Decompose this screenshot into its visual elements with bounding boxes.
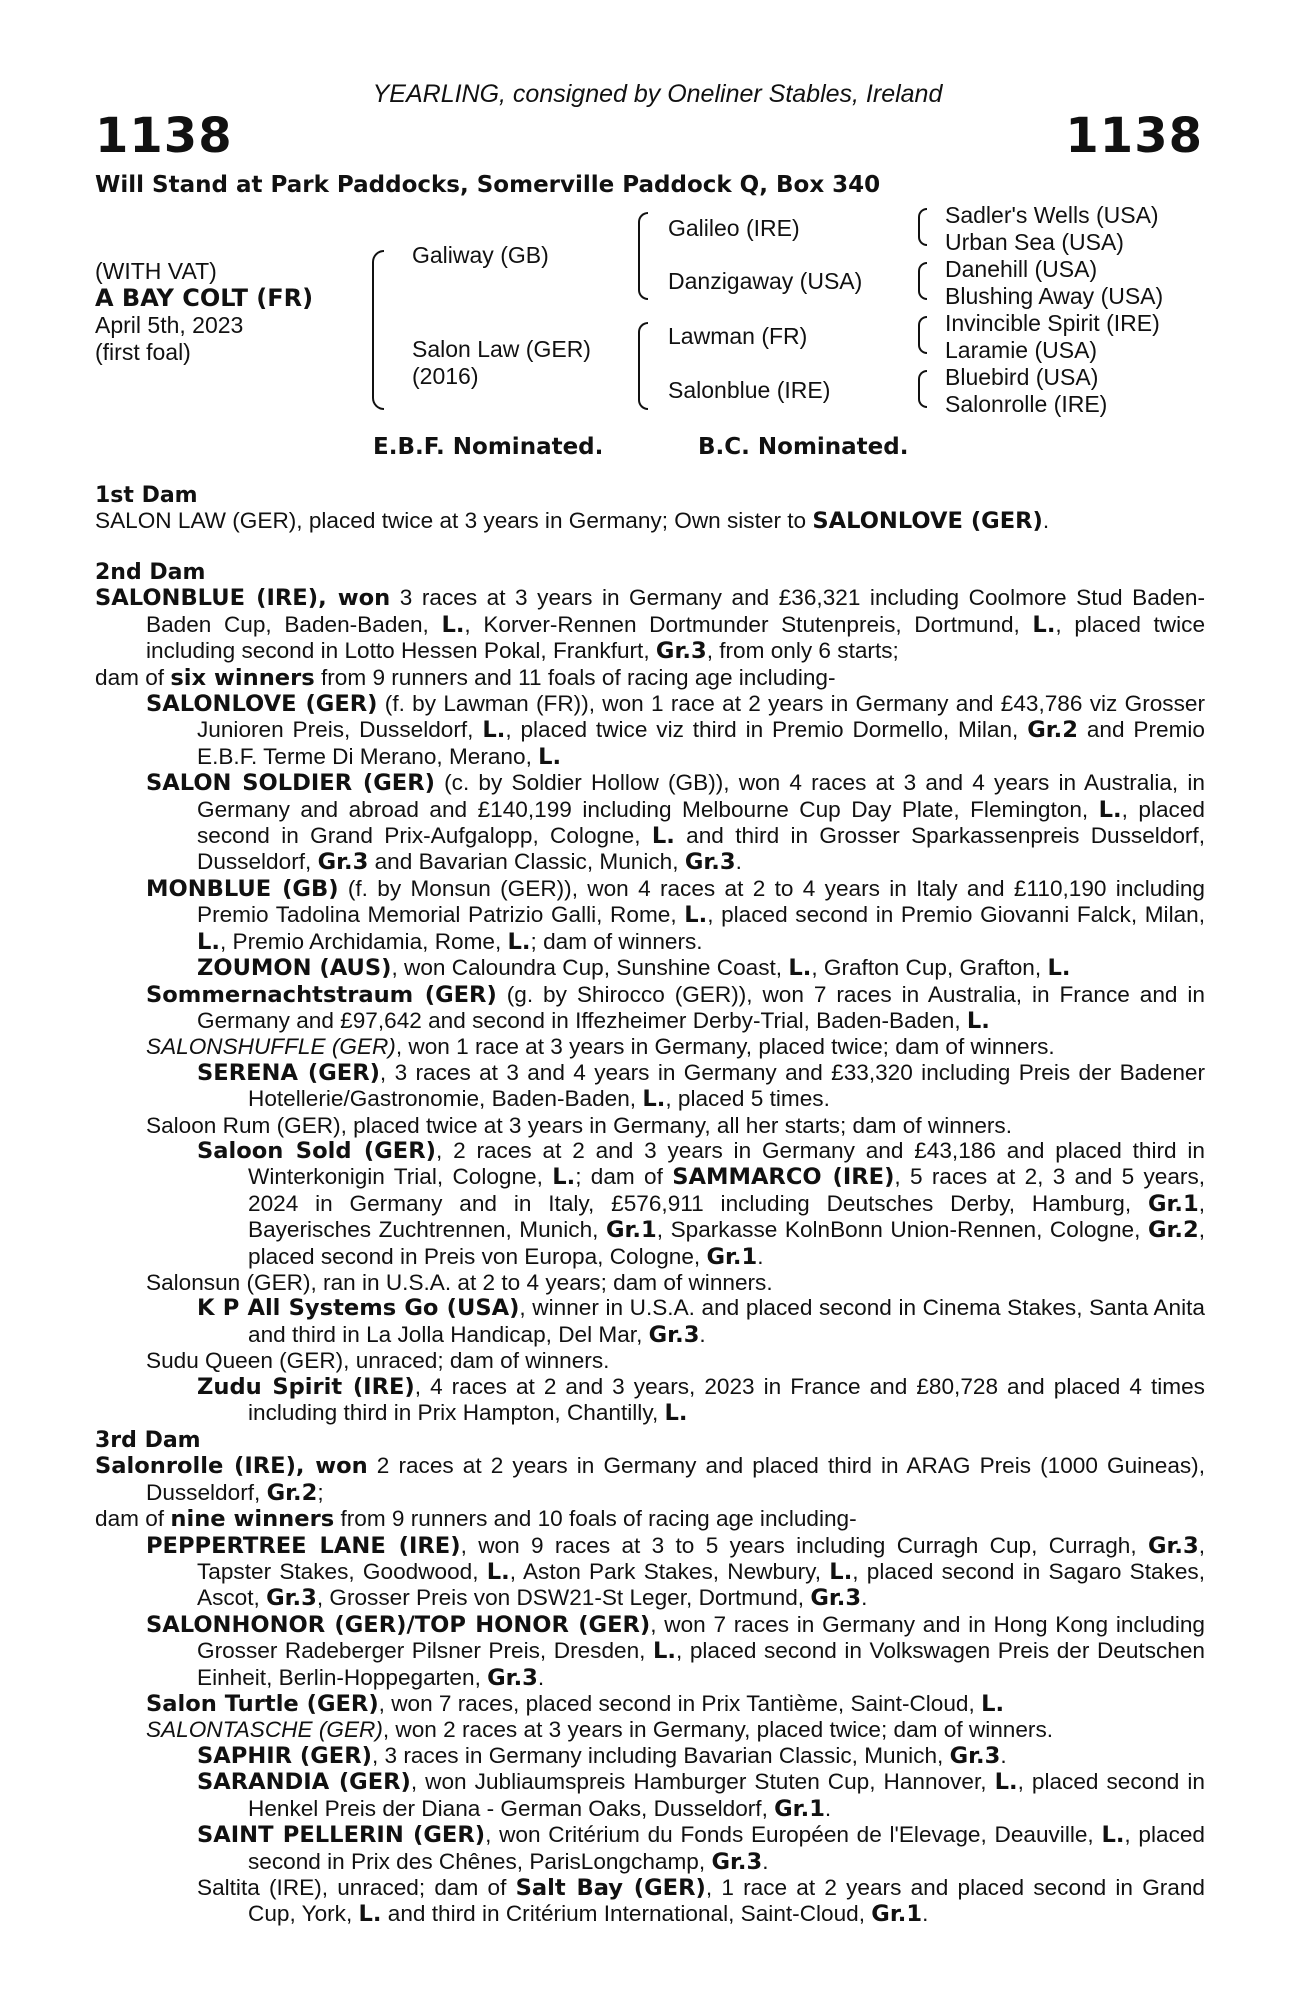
bold-run: SERENA (GER) — [197, 1059, 380, 1086]
text-run: SALON LAW (GER), placed twice at 3 years in Germany; Own sister to — [95, 508, 813, 534]
text-run: . — [537, 1664, 545, 1690]
text-run: , Premio Archidamia, Rome, — [219, 928, 508, 954]
text-run: , won 9 races at 3 to 5 years including Curragh Cup, Curragh, — [460, 1532, 1148, 1558]
pedigree-entry — [146, 1691, 1205, 1717]
text-run: and Bavarian Classic, Munich, — [368, 849, 685, 875]
bold-run: Gr.3 — [266, 1585, 317, 1612]
text-run: , placed second in Volkswagen Preis der Deutschen Einheit, Berlin-Hoppegarten, — [197, 1638, 1205, 1690]
bold-run: L. — [642, 1086, 666, 1113]
bold-run: SALONLOVE (GER) — [812, 508, 1043, 535]
bold-run: Gr.2 — [1147, 1217, 1199, 1244]
third-dam-section — [95, 1428, 1205, 1928]
pedigree-brace-danzigaway — [918, 262, 927, 300]
section-body — [95, 508, 1205, 534]
pedigree-entry — [146, 1270, 1205, 1295]
italic-run: SALONSHUFFLE (GER) — [146, 1034, 396, 1060]
bold-run: SALONBLUE (IRE), won — [95, 585, 391, 612]
text-run: 2 races at 2 years in Germany and placed third in ARAG Preis (1000 Guineas), Dusseldorf, — [146, 1453, 1205, 1505]
bold-run: SAINT PELLERIN (GER) — [197, 1822, 486, 1849]
gen3-ancestor: Bluebird (USA) — [945, 364, 1099, 390]
pedigree-entry — [146, 1533, 1205, 1612]
pedigree-entry — [197, 1138, 1205, 1270]
bold-run: L. — [829, 1559, 853, 1586]
text-run: , placed second in Henkel Preis der Diana - German Oaks, Dusseldorf, — [248, 1769, 1205, 1821]
bold-run: L. — [482, 717, 506, 744]
text-run: , 5 races at 2, 3 and 5 years, 2024 in Germany and in Italy, £576,911 including Deutsches Derby, Hamburg, — [248, 1164, 1206, 1216]
text-run: , won Critérium du Fonds Européen de l'Elevage, Deauville, — [485, 1822, 1102, 1848]
section-heading: 1st Dam — [95, 483, 198, 508]
lot-number-left: 1138 — [95, 108, 233, 164]
first-dam-section — [95, 483, 1205, 535]
bold-run: SALONLOVE (GER) — [146, 691, 378, 718]
text-run: from 9 runners and 11 foals of racing age including- — [314, 664, 836, 690]
bold-run: L. — [653, 1638, 676, 1665]
pedigree-brace-galileo — [918, 208, 927, 246]
bold-run: L. — [994, 1769, 1018, 1796]
text-run: , placed twice including second in Lotto Hessen Pokal, Frankfurt, — [146, 611, 1206, 664]
text-run: Salonsun (GER), ran in U.S.A. at 2 to 4 years; dam of winners. — [146, 1269, 773, 1295]
text-run: . — [922, 1901, 929, 1927]
dam-name: Salon Law (GER) — [412, 336, 591, 362]
pedigree-entry — [146, 770, 1205, 876]
bold-run: Gr.3 — [949, 1742, 1001, 1769]
pedigree-entry — [197, 1743, 1205, 1769]
bold-run: Salonrolle (IRE), won — [95, 1453, 368, 1480]
vat-note: (WITH VAT) — [95, 258, 217, 284]
text-run: , Korver-Rennen Dortmunder Stutenpreis, Dortmund, — [464, 611, 1033, 637]
bold-run: Gr.2 — [1027, 717, 1078, 744]
text-run: , placed second in Prix des Chênes, ParisLongchamp, — [248, 1822, 1205, 1874]
pedigree-entry — [146, 1113, 1205, 1138]
bold-run: Gr.3 — [317, 849, 369, 876]
text-run: , from only 6 starts; — [706, 638, 899, 664]
bold-run: L. — [197, 928, 220, 955]
pedigree-entry — [146, 1717, 1205, 1742]
lot-number-right: 1138 — [1065, 108, 1203, 164]
sire-dam: Danzigaway (USA) — [668, 268, 863, 294]
bold-run: Salon Turtle (GER) — [146, 1691, 379, 1718]
text-run: . — [1042, 508, 1050, 534]
dam-dam: Salonblue (IRE) — [668, 377, 831, 403]
section-heading: 3rd Dam — [95, 1428, 201, 1453]
bold-run: L. — [788, 955, 812, 982]
stand-info: Will Stand at Park Paddocks, Somerville Paddock Q, Box 340 — [95, 172, 881, 198]
text-run: . — [861, 1585, 868, 1611]
pedigree-entry — [197, 955, 1205, 981]
pedigree-entry — [146, 982, 1205, 1035]
pedigree-entry — [146, 691, 1205, 770]
text-run: Saloon Rum (GER), placed twice at 3 years in Germany, all her starts; dam of winners. — [146, 1112, 1013, 1138]
bold-run: nine winners — [170, 1506, 335, 1533]
text-run: from 9 runners and 10 foals of racing age including- — [334, 1506, 857, 1532]
bold-run: L. — [664, 1400, 688, 1426]
text-run: Saltita (IRE), unraced; dam of — [197, 1874, 516, 1900]
bold-run: K P All Systems Go (USA) — [197, 1295, 520, 1322]
bold-run: L. — [1032, 611, 1056, 638]
pedigree-entry — [146, 876, 1205, 955]
text-run: (g. by Shirocco (GER)), won 7 races in Australia, in France and in Germany and £97,642 and second in Iffezheimer Derby-Trial, Baden-Baden, — [197, 981, 1206, 1033]
section-body — [95, 1453, 1205, 1927]
bold-run: L. — [538, 743, 562, 770]
text-run: , placed 5 times. — [665, 1086, 830, 1112]
text-run: ; dam of — [575, 1164, 673, 1190]
gen3-ancestor: Invincible Spirit (IRE) — [945, 310, 1160, 336]
bold-run: Saloon Sold (GER) — [197, 1137, 436, 1164]
text-run: , Bayerisches Zuchtrennen, Munich, — [248, 1190, 1205, 1243]
bold-run: L. — [1101, 1822, 1125, 1849]
text-run: ; — [317, 1479, 324, 1505]
text-run: , won 7 races in Germany and in Hong Kong including Grosser Radeberger Pilsner Preis, Dresden, — [197, 1611, 1206, 1664]
gen3-ancestor: Danehill (USA) — [945, 256, 1098, 282]
bold-run: L. — [507, 928, 531, 955]
bold-run: Salt Bay (GER) — [515, 1874, 706, 1901]
pedigree-entry — [197, 1374, 1205, 1427]
text-run: , Sparkasse KolnBonn Union-Rennen, Cologne, — [656, 1217, 1148, 1243]
pedigree-entry — [95, 1506, 1205, 1532]
section-heading: 2nd Dam — [95, 560, 206, 585]
bold-run: Gr.3 — [655, 638, 707, 665]
bold-run: ZOUMON (AUS) — [197, 955, 392, 982]
bold-run: L. — [651, 823, 675, 850]
text-run: , 2 races at 2 and 3 years in Germany and £43,186 and placed third in Winterkonigin Trial, Cologne, — [248, 1137, 1205, 1190]
text-run: , placed second in Premio Giovanni Falck, Milan, — [707, 902, 1205, 928]
bold-run: Gr.1 — [605, 1217, 657, 1244]
bold-run: Gr.1 — [871, 1901, 923, 1928]
bold-run: L. — [684, 902, 708, 929]
text-run: 3 races at 3 years in Germany and £36,321 including Coolmore Stud Baden-Baden Cup, Baden-Baden, — [146, 585, 1205, 637]
pedigree-entry — [197, 1769, 1205, 1822]
bold-run: Gr.2 — [266, 1479, 318, 1506]
bold-run: SALON SOLDIER (GER) — [146, 770, 435, 797]
pedigree-entry — [95, 665, 1205, 691]
pedigree-entry — [95, 508, 1205, 534]
text-run: Sudu Queen (GER), unraced; dam of winners. — [146, 1348, 610, 1374]
bold-run: SAPHIR (GER) — [197, 1742, 372, 1769]
bold-run: SARANDIA (GER) — [197, 1769, 411, 1796]
sire-name: Galiway (GB) — [412, 242, 549, 268]
text-run: , 3 races in Germany including Bavarian Classic, Munich, — [371, 1742, 950, 1768]
bold-run: Gr.3 — [1147, 1532, 1199, 1559]
gen3-ancestor: Salonrolle (IRE) — [945, 391, 1108, 417]
pedigree-brace-main — [372, 250, 384, 410]
italic-run: SALONTASCHE (GER) — [146, 1717, 383, 1743]
bold-run: L. — [441, 611, 465, 638]
text-run: . — [757, 1243, 764, 1269]
bold-run: L. — [358, 1901, 382, 1928]
text-run: and third in Grosser Sparkassenpreis Dusseldorf, Dusseldorf, — [197, 823, 1205, 875]
bold-run: Gr.1 — [706, 1243, 758, 1270]
bold-run: SAMMARCO (IRE) — [672, 1164, 895, 1191]
bold-run: Gr.1 — [774, 1795, 825, 1822]
text-run: (f. by Monsun (GER)), won 4 races at 2 to 4 years in Italy and £110,190 including Premio Tadolina Memorial Patrizio Galli, Rome, — [197, 875, 1205, 928]
text-run: , 4 races at 2 and 3 years, 2023 in France and £80,728 and placed 4 times including third in Prix Hampton, Chantilly, — [248, 1373, 1205, 1425]
sire-sire: Galileo (IRE) — [668, 215, 800, 241]
gen3-ancestor: Laramie (USA) — [945, 337, 1098, 363]
text-run: , winner in U.S.A. and placed second in Cinema Stakes, Santa Anita and third in La Jolla Handicap, Del Mar, — [248, 1295, 1205, 1347]
bold-run: PEPPERTREE LANE (IRE) — [146, 1532, 461, 1559]
text-run: . — [1000, 1742, 1007, 1768]
gen3-ancestor: Sadler's Wells (USA) — [945, 202, 1159, 228]
text-run: , Tapster Stakes, Goodwood, — [197, 1532, 1206, 1585]
text-run: , 1 race at 2 years and placed second in Grand Cup, York, — [248, 1874, 1205, 1927]
text-run: , won Jubliaumspreis Hamburger Stuten Cup, Hannover, — [410, 1769, 995, 1795]
bold-run: L. — [552, 1164, 576, 1191]
gen3-ancestor: Blushing Away (USA) — [945, 283, 1164, 309]
text-run: . — [735, 849, 742, 875]
foal-note: (first foal) — [95, 339, 191, 365]
catalogue-subtitle: YEARLING, consigned by Oneliner Stables, Ireland — [372, 80, 943, 108]
pedigree-entry — [95, 585, 1205, 664]
text-run: (c. by Soldier Hollow (GB)), won 4 races at 3 and 4 years in Australia, in Germany and abroad and £140,199 including Melbourne Cup Day Plate, Flemington, — [197, 770, 1205, 822]
text-run: . — [699, 1321, 706, 1347]
pedigree-entry — [197, 1875, 1205, 1928]
bold-run: Gr.1 — [1147, 1190, 1199, 1217]
bold-run: L. — [981, 1691, 1005, 1718]
text-run: (f. by Lawman (FR)), won 1 race at 2 years in Germany and £43,786 viz Grosser Junioren Preis, Dusseldorf, — [197, 691, 1205, 743]
bold-run: Gr.3 — [810, 1585, 862, 1612]
dam-sire: Lawman (FR) — [668, 323, 808, 349]
pedigree-entry — [197, 1060, 1205, 1113]
second-dam-section — [95, 560, 1205, 1426]
text-run: , won 2 races at 3 years in Germany, placed twice; dam of winners. — [382, 1717, 1054, 1743]
bold-run: Sommernachtstraum (GER) — [146, 981, 497, 1008]
pedigree-brace-salonblue — [918, 370, 927, 408]
text-run: dam of — [95, 664, 171, 690]
ebf-nomination: E.B.F. Nominated. — [373, 434, 604, 460]
gen3-ancestor: Urban Sea (USA) — [945, 229, 1124, 255]
text-run: , placed second in Preis von Europa, Cologne, — [248, 1217, 1205, 1269]
bc-nomination: B.C. Nominated. — [698, 434, 909, 460]
pedigree-entry — [95, 1453, 1205, 1506]
pedigree-brace-sire — [638, 212, 648, 300]
section-body — [95, 585, 1205, 1426]
pedigree-entry — [197, 1295, 1205, 1348]
bold-run: Gr.3 — [711, 1848, 763, 1875]
text-run: , placed second in Sagaro Stakes, Ascot, — [197, 1559, 1205, 1611]
text-run: , won 7 races, placed second in Prix Tantième, Saint-Cloud, — [378, 1691, 982, 1717]
text-run: ; dam of winners. — [530, 928, 703, 954]
bold-run: Gr.3 — [648, 1321, 700, 1348]
text-run: and Premio E.B.F. Terme Di Merano, Merano, — [197, 717, 1205, 769]
bold-run: MONBLUE (GB) — [146, 875, 339, 902]
bold-run: L. — [1047, 955, 1071, 982]
text-run: , won Caloundra Cup, Sunshine Coast, — [391, 955, 789, 981]
text-run: , Aston Park Stakes, Newbury, — [509, 1559, 830, 1585]
bold-run: L. — [1098, 796, 1122, 823]
bold-run: L. — [486, 1559, 510, 1586]
bold-run: L. — [966, 1007, 990, 1034]
dam-year: (2016) — [412, 363, 479, 389]
pedigree-brace-dam — [638, 322, 648, 410]
bold-run: SALONHONOR (GER)/TOP HONOR (GER) — [146, 1611, 651, 1638]
bold-run: Gr.3 — [684, 849, 736, 876]
text-run: , placed second in Grand Prix-Aufgalopp, Cologne, — [197, 796, 1205, 849]
bold-run: Gr.3 — [487, 1664, 538, 1691]
pedigree-entry — [146, 1348, 1205, 1373]
text-run: dam of — [95, 1506, 171, 1532]
foaled-date: April 5th, 2023 — [95, 312, 244, 338]
pedigree-entry — [146, 1034, 1205, 1059]
bold-run: Zudu Spirit (IRE) — [197, 1373, 415, 1400]
text-run: . — [824, 1795, 832, 1821]
pedigree-entry — [146, 1612, 1205, 1691]
text-run: , placed twice viz third in Premio Dormello, Milan, — [505, 717, 1028, 743]
text-run: , won 1 race at 3 years in Germany, placed twice; dam of winners. — [395, 1034, 1055, 1060]
text-run: , Grosser Preis von DSW21-St Leger, Dortmund, — [316, 1585, 811, 1611]
pedigree-entry — [197, 1822, 1205, 1875]
bold-run: six winners — [170, 664, 315, 691]
text-run: , Grafton Cup, Grafton, — [811, 955, 1048, 981]
text-run: , 3 races at 3 and 4 years in Germany and £33,320 including Preis der Badener Hotellerie/Gastronomie, Baden-Baden, — [248, 1059, 1205, 1112]
horse-name: A BAY COLT (FR) — [95, 284, 314, 312]
pedigree-brace-lawman — [918, 316, 927, 354]
text-run: and third in Critérium International, Saint-Cloud, — [381, 1901, 872, 1927]
text-run: . — [762, 1848, 769, 1874]
